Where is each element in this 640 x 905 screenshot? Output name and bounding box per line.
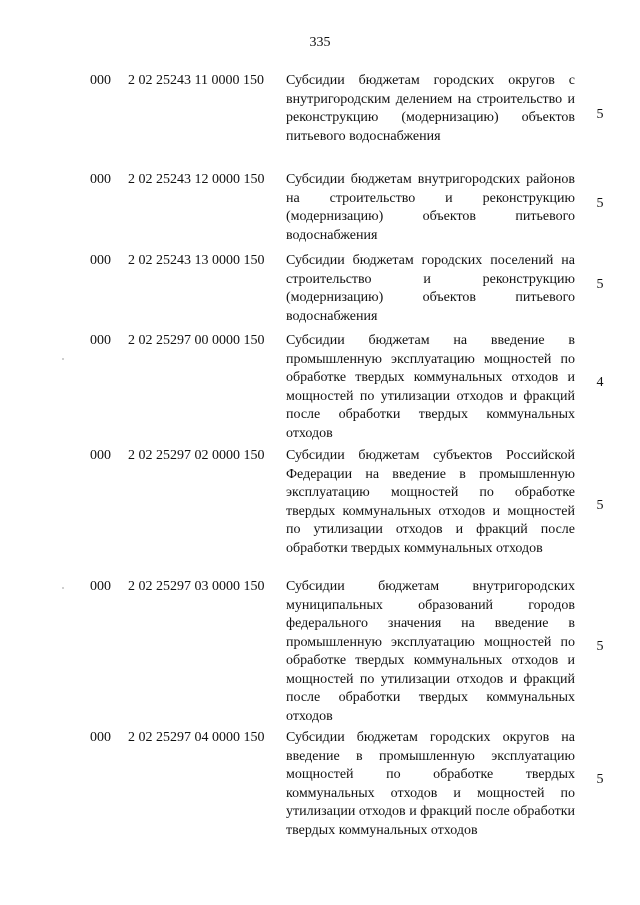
row-value: 5 [596,772,604,787]
row-value: 5 [596,277,604,292]
admin-code: 000 [90,730,111,745]
row-description: Субсидии бюджетам городских округов на введение в промышленную эксплуатацию мощностей по обработке твердых коммунальных отходов и мощностей по утилизации отходов и фракций после обработки твердых коммунальных отходов [286,730,575,838]
admin-code: 000 [90,253,111,268]
row-value: 5 [596,107,604,122]
budget-classification-code: 2 02 25297 04 0000 150 [128,730,265,745]
scan-speck [62,587,64,589]
budget-classification-code: 2 02 25243 13 0000 150 [128,253,265,268]
admin-code: 000 [90,172,111,187]
row-description: Субсидии бюджетам на введение в промышленную эксплуатацию мощностей по обработке твердых коммунальных отходов и мощностей по утилизации отходов и фракций после обработки твердых коммунальных отходов [286,333,575,441]
row-description: Субсидии бюджетам городских округов с внутригородским делением на строительство и реконструкцию (модернизацию) объектов питьевого водоснабжения [286,73,575,144]
row-description: Субсидии бюджетам субъектов Российской Федерации на введение в промышленную эксплуатацию мощностей по обработке твердых коммунальных отходов и мощностей по утилизации отходов и фракций после обработки твердых коммунальных отходов [286,448,575,556]
scan-speck [62,358,64,360]
budget-classification-code: 2 02 25297 00 0000 150 [128,333,265,348]
admin-code: 000 [90,333,111,348]
budget-classification-code: 2 02 25297 02 0000 150 [128,448,265,463]
row-value: 5 [596,639,604,654]
budget-classification-code: 2 02 25243 12 0000 150 [128,172,265,187]
admin-code: 000 [90,579,111,594]
budget-classification-code: 2 02 25243 11 0000 150 [128,73,264,88]
admin-code: 000 [90,73,111,88]
budget-classification-code: 2 02 25297 03 0000 150 [128,579,265,594]
row-value: 5 [596,498,604,513]
row-description: Субсидии бюджетам внутригородских муниципальных образований городов федерального значения на введение в промышленную эксплуатацию мощностей по обработке твердых коммунальных отходов и мощностей по утилизации отходов и фракций после обработки твердых коммунальных отходов [286,579,575,724]
row-value: 4 [596,375,604,390]
page-number: 335 [309,35,331,50]
row-description: Субсидии бюджетам городских поселений на строительство и реконструкцию (модернизацию) объектов питьевого водоснабжения [286,253,575,324]
admin-code: 000 [90,448,111,463]
row-value: 5 [596,196,604,211]
row-description: Субсидии бюджетам внутригородских районов на строительство и реконструкцию (модернизацию) объектов питьевого водоснабжения [286,172,575,243]
